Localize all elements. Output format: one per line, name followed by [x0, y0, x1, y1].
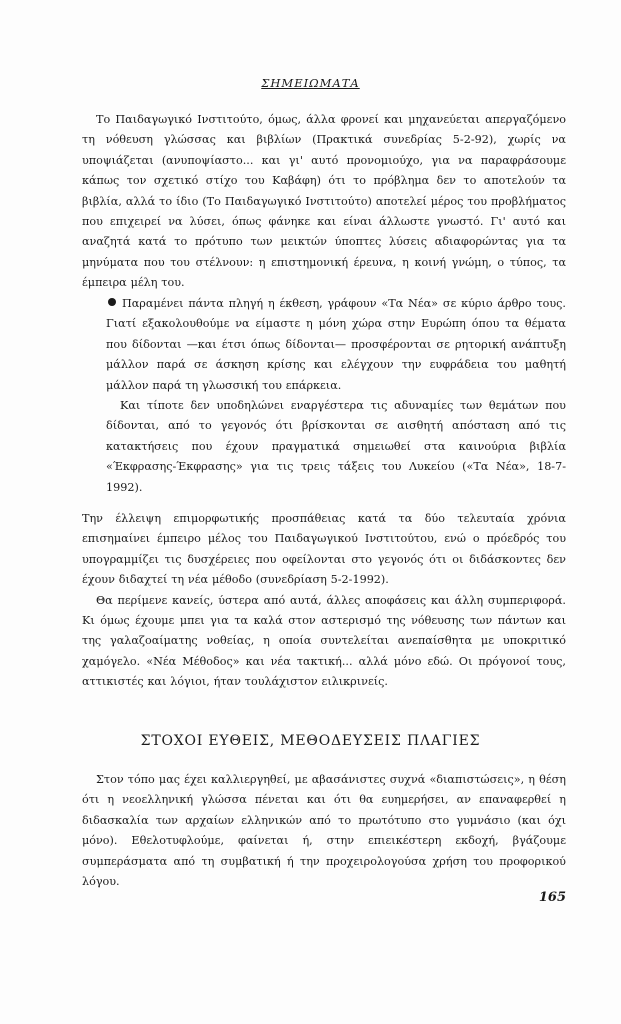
middle-paragraph-2: Θα περίμενε κανείς, ύστερα από αυτά, άλλες αποφάσεις και άλλη συμπεριφορά. Κι όμως έχουμε μπει για τα καλά στον αστερισμό της νόθευσης των πάντων και της γαλαζοαίματης νοθείας, η οποία συντελείται ανεπαίσθητα με υποκριτικό χαμόγελο. «Νέα Μέθοδος» και νέα τακτική... αλλά μόνο εδώ. Οι πρόγονοί τους, αττικιστές και λόγιοι, ήταν τουλάχιστον ειλικρινείς.	[82, 593, 566, 689]
middle-paragraph-1: Την έλλειψη επιμορφωτικής προσπάθειας κατά τα δύο τελευταία χρόνια επισημαίνει έμπειρο μέλος του Παιδαγωγικού Ινστιτούτου, ενώ ο πρόεδρός του υπογραμμίζει τις δυσχέρειες που οφείλονται στο γεγονός ότι οι διδάσκοντες δεν έχουν διδαχτεί τη νέα μέθοδο (συνεδρίαση 5-2-1992).	[82, 512, 566, 587]
middle-section	[82, 509, 566, 693]
opening-paragraph: Το Παιδαγωγικό Ινστιτούτο, όμως, άλλα φρονεί και μηχανεύεται απεργαζόμενο τη νόθευση γλώσσας και βιβλίων (Πρακτικά συνεδρίας 5-2-92), χωρίς να υποψιάζεται (ανυποψίαστο... και γι' αυτό προνομιούχο, για να παραφράσουμε κάπως τον σχετικό στίχο του Καβάφη) ότι το πρόβλημα δεν το αποτελούν τα βιβλία, αλλά το ίδιο (Το Παιδαγωγικό Ινστιτούτο) αποτελεί μέρος του προβλήματος που επιχειρεί να λύσει, όπως φάνηκε και είναι άλλωστε γνωστό. Γι' αυτό και αναζητά κατά το πρότυπο των μεικτών ύποπτες λύσεις αδιαφορώντας για τα μηνύματα που του στέλνουν: η επιστημονική έρευνα, η κοινή γνώμη, ο τύπος, τα έμπειρα μέλη του.	[82, 113, 566, 290]
quoted-excerpt	[106, 294, 566, 498]
closing-paragraph: Στον τόπο μας έχει καλλιεργηθεί, με αβασάνιστες συχνά «διαπιστώσεις», η θέση ότι η νεοελληνική γλώσσα πένεται και ότι θα ευημερήσει, αν επαναφερθεί η διδασκαλία των αρχαίων ελληνικών από το πρωτότυπο στο γυμνάσιο (και όχι μόνο). Εθελοτυφλούμε, φαίνεται ή, στην επιεικέστερη εκδοχή, βγάζουμε συμπεράσματα από τη συμβατική ή την προχειρολογούσα χρήση του προφορικού λόγου.	[82, 773, 566, 889]
section-heading: ΣΤΟΧΟΙ ΕΥΘΕΙΣ, ΜΕΘΟΔΕΥΣΕΙΣ ΠΛΑΓΙΕΣ	[140, 733, 481, 749]
bullet-icon	[108, 298, 116, 306]
closing-section	[82, 770, 566, 892]
running-title: ΣΗΜΕΙΩΜΑΤΑ	[261, 76, 360, 90]
quote-paragraph-1-text: Παραμένει πάντα πληγή η έκθεση, γράφουν «Τα Νέα» σε κύριο άρθρο τους. Γιατί εξακολουθούμε να είμαστε η μόνη χώρα στην Ευρώπη όπου τα θέματα που δίδονται —και έτσι όπως δίδονται— προσφέρονται σε ρητορική ανάπτυξη μάλλον παρά σε άσκηση κρίσης και ελέγχουν την ευφράδεια του μαθητή μάλλον παρά τη γλωσσική του επάρκεια.	[106, 297, 566, 392]
quote-paragraph-2: Και τίποτε δεν υποδηλώνει εναργέστερα τις αδυναμίες των θεμάτων που δίδονται, από το γεγονός ότι βρίσκονται σε αισθητή απόσταση από τις κατακτήσεις που έχουν πραγματικά σημειωθεί στα καινούρια βιβλία «Έκφρασης-Έκφρασης» για τις τρεις τάξεις του Λυκείου («Τα Νέα», 18-7-1992).	[106, 399, 566, 494]
opening-section	[82, 110, 566, 294]
quote-paragraph-1	[106, 294, 566, 396]
page-number: 165	[538, 890, 566, 905]
